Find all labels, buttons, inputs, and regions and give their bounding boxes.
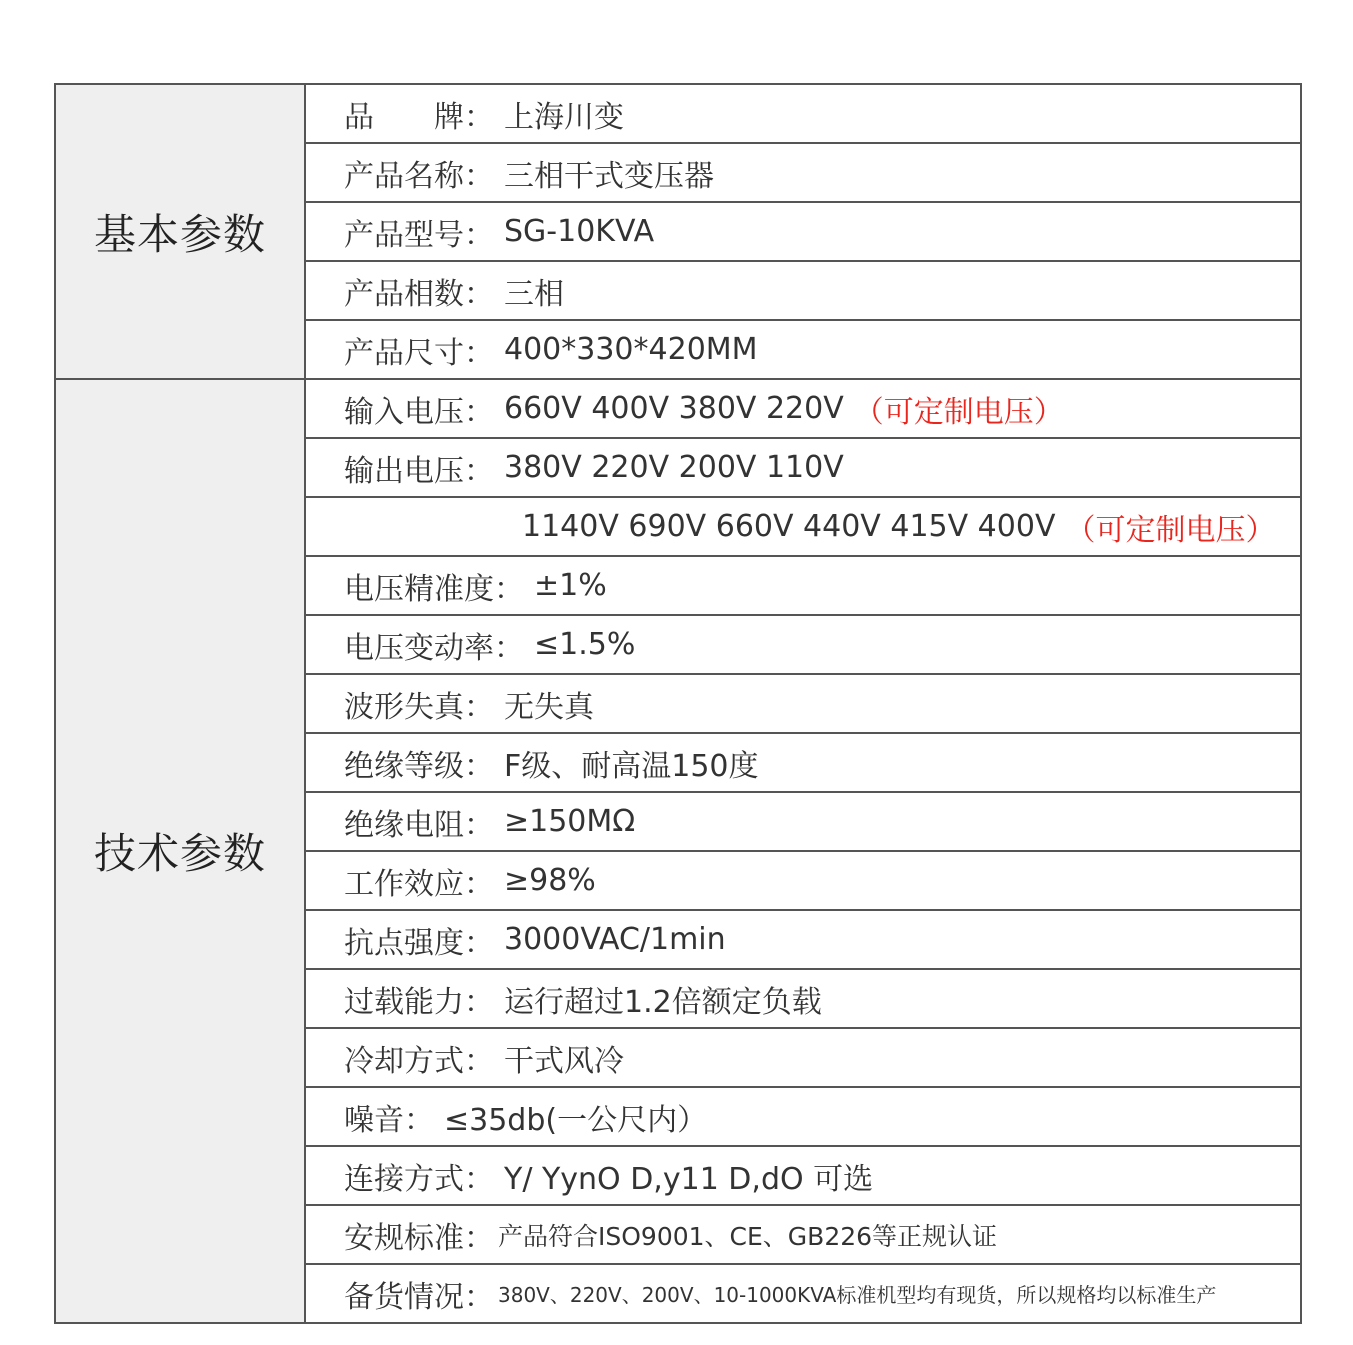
row-value: F级、耐高温150度	[504, 748, 759, 784]
row-label: 产品名称：	[344, 158, 494, 194]
row-value: ≥150MΩ	[504, 804, 636, 839]
row-label: 绝缘等级：	[344, 748, 494, 784]
table-row	[306, 380, 1300, 439]
row-value: ≤35db(一公尺内）	[444, 1102, 708, 1138]
row-label: 抗点强度：	[344, 925, 494, 961]
table-row	[306, 321, 1300, 378]
table-row	[306, 1088, 1300, 1147]
table-row	[306, 1265, 1300, 1322]
table-row	[306, 970, 1300, 1029]
section-rows	[306, 380, 1300, 1322]
section-basic-params	[56, 85, 1300, 380]
section-rows	[306, 85, 1300, 378]
table-row	[306, 203, 1300, 262]
spec-table	[54, 83, 1302, 1324]
row-label: 过载能力：	[344, 984, 494, 1020]
row-label: 产品相数：	[344, 276, 494, 312]
row-label: 噪音：	[344, 1102, 434, 1138]
section-tech-params	[56, 380, 1300, 1322]
table-row	[306, 911, 1300, 970]
row-label: 产品尺寸：	[344, 335, 494, 371]
section-title: 基本参数	[56, 85, 306, 378]
row-value: 三相	[504, 276, 564, 312]
table-row	[306, 262, 1300, 321]
row-value: 400*330*420MM	[504, 332, 758, 367]
row-value: 380V、220V、200V、10-1000KVA标准机型均有现货，所以规格均以标准生产	[498, 1283, 1217, 1307]
table-row	[306, 439, 1300, 498]
row-label: 电压精准度：	[344, 571, 524, 607]
row-value: 3000VAC/1min	[504, 922, 726, 957]
row-label: 工作效应：	[344, 866, 494, 902]
row-label: 输出电压：	[344, 453, 494, 489]
custom-voltage-note: （可定制电压）	[1065, 512, 1276, 548]
table-row	[306, 852, 1300, 911]
row-label: 绝缘电阻：	[344, 807, 494, 843]
row-label: 安规标准：	[344, 1220, 494, 1256]
table-row	[306, 734, 1300, 793]
table-row	[306, 1147, 1300, 1206]
row-value: 上海川变	[504, 99, 624, 135]
table-row	[306, 616, 1300, 675]
row-value: 产品符合ISO9001、CE、GB226等正规认证	[498, 1221, 998, 1251]
row-value: SG-10KVA	[504, 214, 655, 249]
table-row	[306, 1206, 1300, 1265]
row-value: ≤1.5%	[534, 627, 636, 662]
row-value: ≥98%	[504, 863, 596, 898]
table-row	[306, 557, 1300, 616]
table-row	[306, 675, 1300, 734]
table-row	[306, 144, 1300, 203]
row-value: 干式风冷	[504, 1043, 624, 1079]
row-label: 输入电压：	[344, 394, 494, 430]
row-value: 运行超过1.2倍额定负载	[504, 984, 822, 1020]
row-label: 备货情况：	[344, 1279, 494, 1315]
row-value: 无失真	[504, 689, 594, 725]
section-title: 技术参数	[56, 380, 306, 1322]
row-label: 产品型号：	[344, 217, 494, 253]
row-value: 1140V 690V 660V 440V 415V 400V	[522, 509, 1056, 544]
table-row	[306, 1029, 1300, 1088]
row-value: 380V 220V 200V 110V	[504, 450, 844, 485]
table-row	[306, 85, 1300, 144]
row-value: Y/ YynO D,y11 D,dO 可选	[504, 1161, 874, 1197]
table-row	[306, 793, 1300, 852]
row-label: 波形失真：	[344, 689, 494, 725]
row-label: 连接方式：	[344, 1161, 494, 1197]
row-value: 660V 400V 380V 220V	[504, 391, 844, 426]
row-value: 三相干式变压器	[504, 158, 714, 194]
table-row	[306, 498, 1300, 557]
row-value: ±1%	[534, 568, 607, 603]
row-label: 品 牌：	[344, 99, 494, 135]
custom-voltage-note: （可定制电压）	[853, 394, 1064, 430]
row-label: 冷却方式：	[344, 1043, 494, 1079]
row-label: 电压变动率：	[344, 630, 524, 666]
